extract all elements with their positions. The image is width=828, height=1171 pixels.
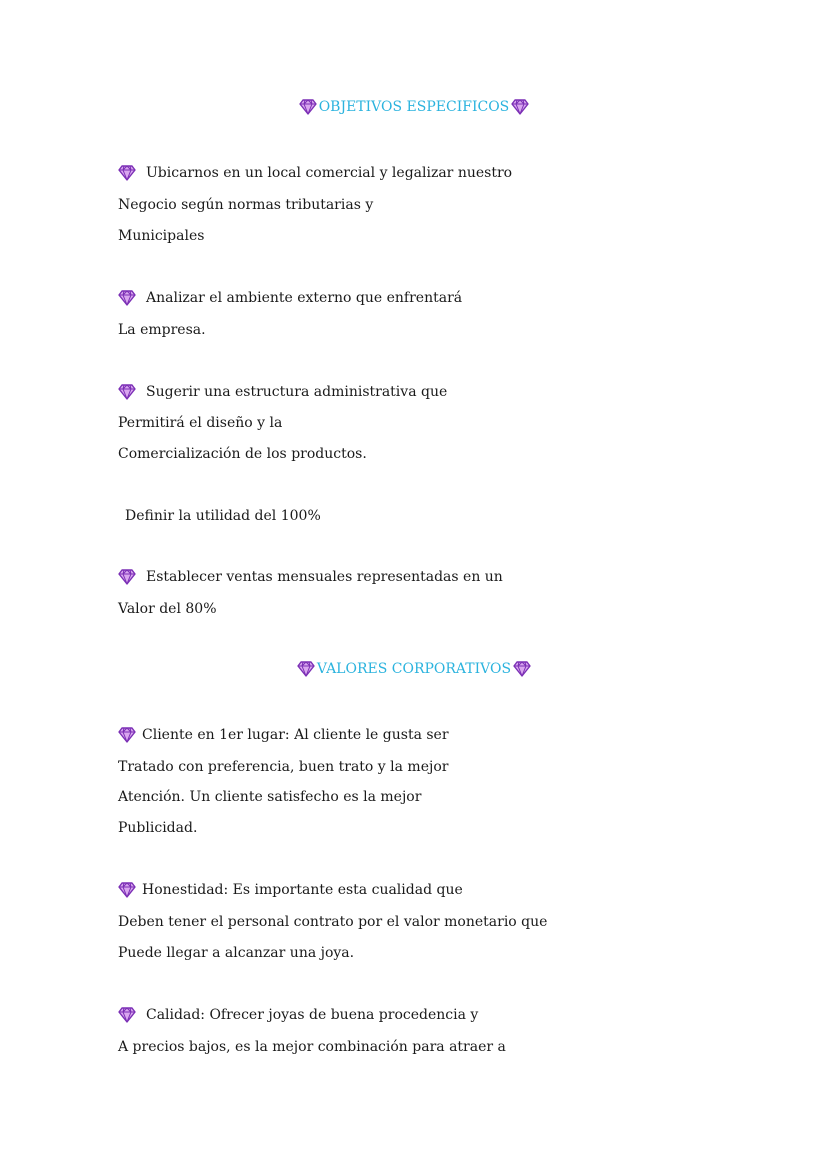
item-text: Comercialización de los productos. bbox=[118, 446, 367, 462]
section-title: VALORES CORPORATIVOS bbox=[316, 661, 512, 677]
gem-icon bbox=[118, 290, 136, 306]
section-heading-objetivos bbox=[0, 99, 828, 115]
list-item bbox=[118, 163, 512, 183]
item-text: A precios bajos, es la mejor combinación para atraer a bbox=[118, 1039, 506, 1055]
gem-icon bbox=[118, 165, 136, 181]
gem-icon bbox=[118, 569, 136, 585]
list-item bbox=[118, 880, 463, 900]
list-item bbox=[118, 1005, 478, 1025]
item-text: Sugerir una estructura administrativa que bbox=[146, 384, 448, 400]
item-text: Permitirá el diseño y la bbox=[118, 415, 283, 431]
item-text: Municipales bbox=[118, 228, 205, 244]
gem-icon bbox=[513, 661, 531, 677]
item-text: Ubicarnos en un local comercial y legalizar nuestro bbox=[146, 165, 513, 181]
list-item bbox=[118, 382, 447, 402]
gem-icon bbox=[511, 99, 529, 115]
item-text: Deben tener el personal contrato por el valor monetario que bbox=[118, 914, 548, 930]
list-item bbox=[118, 725, 449, 745]
item-text: Analizar el ambiente externo que enfrentará bbox=[146, 290, 463, 306]
item-text: Puede llegar a alcanzar una joya. bbox=[118, 945, 355, 961]
gem-icon bbox=[297, 661, 315, 677]
item-text: Publicidad. bbox=[118, 820, 198, 836]
item-text: Valor del 80% bbox=[118, 601, 217, 617]
gem-icon bbox=[118, 1007, 136, 1023]
item-text: Negocio según normas tributarias y bbox=[118, 197, 374, 213]
item-text: La empresa. bbox=[118, 322, 206, 338]
item-text: Establecer ventas mensuales representadas en un bbox=[146, 569, 503, 585]
item-text: Honestidad: Es importante esta cualidad que bbox=[142, 882, 463, 898]
item-text: Atención. Un cliente satisfecho es la mejor bbox=[118, 789, 422, 805]
section-title: OBJETIVOS ESPECIFICOS bbox=[318, 99, 510, 115]
section-heading-valores bbox=[0, 661, 828, 677]
gem-icon bbox=[118, 882, 136, 898]
item-text: Definir la utilidad del 100% bbox=[125, 508, 321, 524]
gem-icon bbox=[299, 99, 317, 115]
list-item bbox=[118, 567, 503, 587]
list-item bbox=[118, 288, 462, 308]
item-text: Calidad: Ofrecer joyas de buena procedencia y bbox=[146, 1007, 479, 1023]
item-text: Tratado con preferencia, buen trato y la mejor bbox=[118, 759, 449, 775]
gem-icon bbox=[118, 384, 136, 400]
item-text: Cliente en 1er lugar: Al cliente le gusta ser bbox=[142, 727, 449, 743]
gem-icon bbox=[118, 727, 136, 743]
